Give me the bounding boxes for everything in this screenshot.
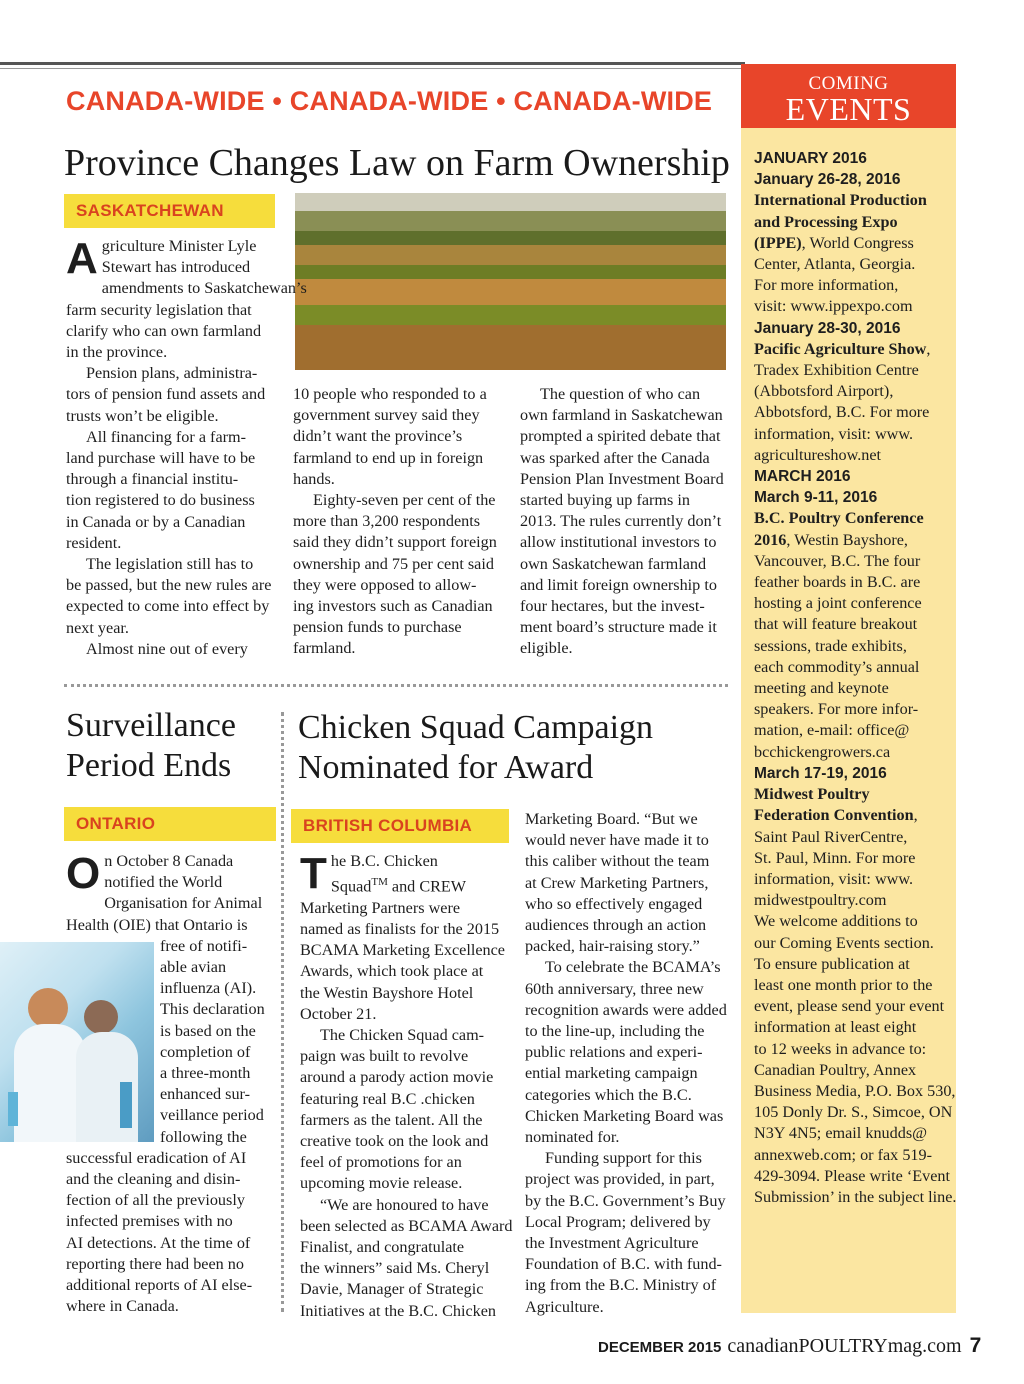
article2-title: Surveillance Period Ends: [66, 707, 236, 784]
page-footer: [598, 1334, 982, 1364]
article2-body: On October 8 Canada notified the World Organisation for Animal Health (OIE) that Ontario is free of notifi- able avian influenza (AI). This declaration is based on the completion of a three-month enhanced sur- veillance period following the successful eradication of AI and the cleaning and disin- fection of all the previously infected premises with no AI detections. At the time of reporting there had been no additional reports of AI else- where in Canada.: [66, 849, 265, 1316]
article3-region-tag: BRITISH COLUMBIA: [291, 809, 509, 843]
dropcap-o: O: [66, 849, 101, 898]
section-divider-vertical: [281, 712, 284, 1312]
event-bc-poultry-conference: MARCH 2016 March 9-11, 2016 B.C. Poultry Conference 2016, Westin Bayshore, Vancouver, B.C. The four feather boards in B.C. are hosting a joint conference that will feature breakout sessions, trade exhibits, each commodity’s annual meeting and keynote speakers. For more infor- mation, e-mail: office@ bcchickengrowers.ca: [754, 468, 924, 761]
event-ippe: JANUARY 2016 January 26-28, 2016 International Production and Processing Expo (IPPE), World Congress Center, Atlanta, Georgia. For more information, visit: www.ippexpo.com: [754, 150, 927, 316]
footer-issue-date: DECEMBER 2015: [598, 1339, 722, 1356]
coming-events-sidebar: [741, 128, 956, 1313]
article1-column-2: 10 people who responded to a government survey said they didn’t want the province’s farmland to end up in foreign hands. Eighty-seven per cent of the more than 3,200 respondents said they didn’t support foreign ownership and 75 per cent said they were opposed to allow- ing investors such as Canadian pension funds to purchase farmland.: [293, 385, 497, 658]
footer-website[interactable]: canadianPOULTRYmag.com: [727, 1335, 962, 1357]
article1-column-1: Agriculture Minister Lyle Stewart has introduced amendments to Saskatchewan’s farm security legislation that clarify who can own farmland in the province. Pension plans, administra- tors of pension fund assets and trusts won’t be eligible. All financing for a farm- land purchase will have to be through a financial institu- tion registered to do business in Canada or by a Canadian resident. The legislation still has to be passed, but the new rules are expected to come into effect by next year. Almost nine out of every: [66, 234, 307, 658]
page-number: 7: [969, 1334, 982, 1357]
section-banner: CANADA-WIDE • CANADA-WIDE • CANADA-WIDE: [66, 86, 713, 116]
dropcap-t: T: [300, 849, 327, 898]
article3-title: Chicken Squad Campaign Nominated for Award: [298, 709, 654, 786]
top-rule: [0, 62, 745, 65]
article3-column-2: Marketing Board. “But we would never have made it to this caliber without the team at Crew Marketing Partners, who so effectively engaged audiences through an action packed, hair-raising story.” To celebrate the BCAMA’s 60th anniversary, three new recognition awards were added to the line-up, including the public relations and experi- ential marketing campaign categories which the B.C. Chicken Marketing Board was nominated for. Funding support for this project was provided, in part, by the B.C. Government’s Buy Local Program; delivered by the Investment Agriculture Foundation of B.C. with fund- ing from the B.C. Ministry of Agriculture.: [525, 810, 727, 1316]
article1-column-3: The question of who can own farmland in Saskatchewan prompted a spirited debate that was sparked after the Canada Pension Plan Investment Board started buying up farms in 2013. The rules currently don’t allow institutional investors to own Saskatchewan farmland and limit foreign ownership to four hectares, but the invest- ment board’s structure made it eligible.: [520, 385, 724, 658]
trademark-mark: TM: [371, 876, 388, 889]
top-rule-thin: [0, 68, 745, 69]
article1-region-tag: SASKATCHEWAN: [64, 194, 275, 228]
dropcap-a: A: [66, 234, 98, 283]
event-pacific-agriculture-show: January 28-30, 2016 Pacific Agriculture Show, Tradex Exhibition Centre (Abbotsford Airport), Abbotsford, B.C. For more information, visit: www. agricultureshow.net: [754, 319, 931, 464]
article1-title: Province Changes Law on Farm Ownership: [64, 142, 730, 184]
coming-events-header: COMING EVENTS: [741, 64, 956, 128]
submission-note: We welcome additions to our Coming Events section. To ensure publication at least one month prior to the event, please send your event information at least eight to 12 weeks in advance to: Canadian Poultry, Annex Business Media, P.O. Box 530, 105 Donly Dr. S., Simcoe, ON N3Y 4N5; email knudds@ annexweb.com; or fax 519- 429-3094. Please write ‘Event Submission’ in the subject line.: [754, 912, 957, 1206]
section-divider-horizontal: [64, 684, 728, 687]
article2-region-tag: ONTARIO: [64, 807, 276, 841]
article3-column-1: The B.C. Chicken Squad™ and CREW Marketing Partners were named as finalists for the 2015 BCAMA Marketing Excellence Awards, which took place at the Westin Bayshore Hotel October 21. The Chicken Squad cam- paign was built to revolve around a parody action movie featuring real B.C .chicken farmers as the talent. All the creative took on the look and feel of promotions for an upcoming movie release. “We are honoured to have been selected as BCAMA Award Finalist, and congratulate the winners” said Ms. Cheryl Davie, Manager of Strategic Initiatives at the B.C. Chicken: [300, 849, 513, 1320]
event-midwest-poultry-convention: March 17-19, 2016 Midwest Poultry Federation Convention, Saint Paul RiverCentre, St. Paul, Minn. For more information, visit: www. midwestpoultry.com: [754, 764, 918, 910]
farmland-photo: [295, 193, 726, 370]
